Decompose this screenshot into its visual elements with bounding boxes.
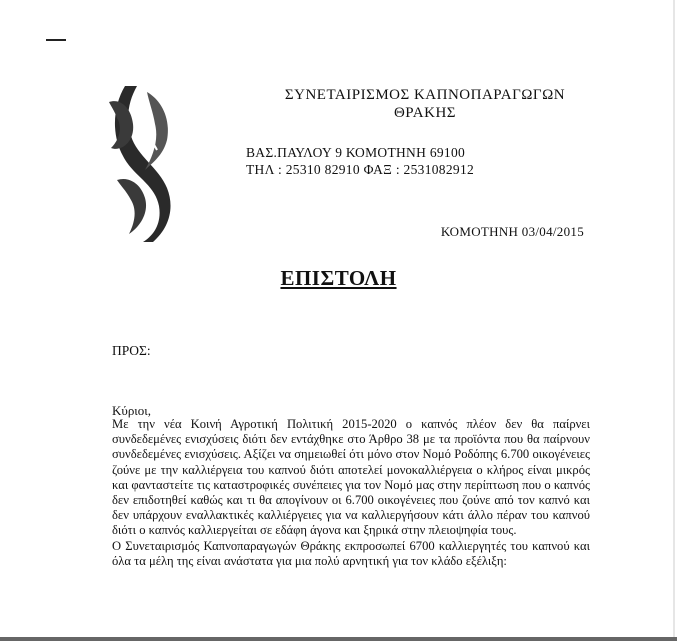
- phone-fax-line: ΤΗΛ : 25310 82910 ΦΑΞ : 2531082912: [246, 162, 475, 177]
- organization-name-line1: ΣΥΝΕΤΑΙΡΙΣΜΟΣ ΚΑΠΝΟΠΑΡΑΓΩΓΩΝ: [284, 87, 566, 103]
- salutation: Κύριοι,: [112, 403, 152, 418]
- letter-title: ΕΠΙΣΤΟΛΗ: [280, 266, 397, 290]
- scan-edge: [673, 0, 675, 641]
- body-paragraph-1: Με την νέα Κοινή Αγροτική Πολιτική 2015-2020 ο καπνός πλέον δεν θα παίρνει συνδεδεμένες ενισχύσεις διότι δεν εντάχθηκε στο Άρθρο 38 με τα προϊόντα που θα παίρνουν συνδεδεμένες ενισχύσεις. Αξίζει να σημειωθεί ότι μόνο στον Νομό Ροδόπης 6.700 οικογένειες ζούνε με την καλλιέργεια του καπνού διότι αποτελεί μονοκαλλιέργεια ο κλήρος είναι μικρός και φανταστείτε τις καταστροφικές συνέπειες για τον Νομό μας στην περίπτωση που ο καπνός δεν επιδοτηθεί καθώς και τι θα απογίνουν οι 6.700 οικογένειες που ζούνε από τον καπνό και δεν υπάρχουν εναλλακτικές καλλιέργειες για να καλλιεργήσουν κάτι άλλο πέραν του καπνού διότι ο καπνός καλλιεργείται σε εδάφη άγονα και ξηρικά στην πλειοψηφία τους.: [112, 417, 590, 538]
- letter-body: [112, 417, 590, 569]
- recipient-label: ΠΡΟΣ:: [112, 343, 151, 358]
- body-paragraph-2: Ο Συνεταιρισμός Καπνοπαραγωγών Θράκης εκπροσωπεί 6700 καλλιεργητές του καπνού και όλα τα μέλη της είναι ανάστατα για μια πολύ αρνητική για τον κλάδο εξέλιξη:: [112, 538, 590, 568]
- page-bottom-edge: [0, 637, 677, 641]
- address-line: ΒΑΣ.ΠΑΥΛΟΥ 9 ΚΟΜΟΤΗΝΗ 69100: [246, 145, 466, 160]
- contact-info: [246, 144, 474, 178]
- scan-mark: [46, 39, 66, 41]
- letter-date: ΚΟΜΟΤΗΝΗ 03/04/2015: [440, 224, 584, 239]
- cooperative-logo: [107, 84, 177, 244]
- organization-name-line2: ΘΡΑΚΗΣ: [393, 105, 457, 121]
- organization-name: [230, 86, 620, 122]
